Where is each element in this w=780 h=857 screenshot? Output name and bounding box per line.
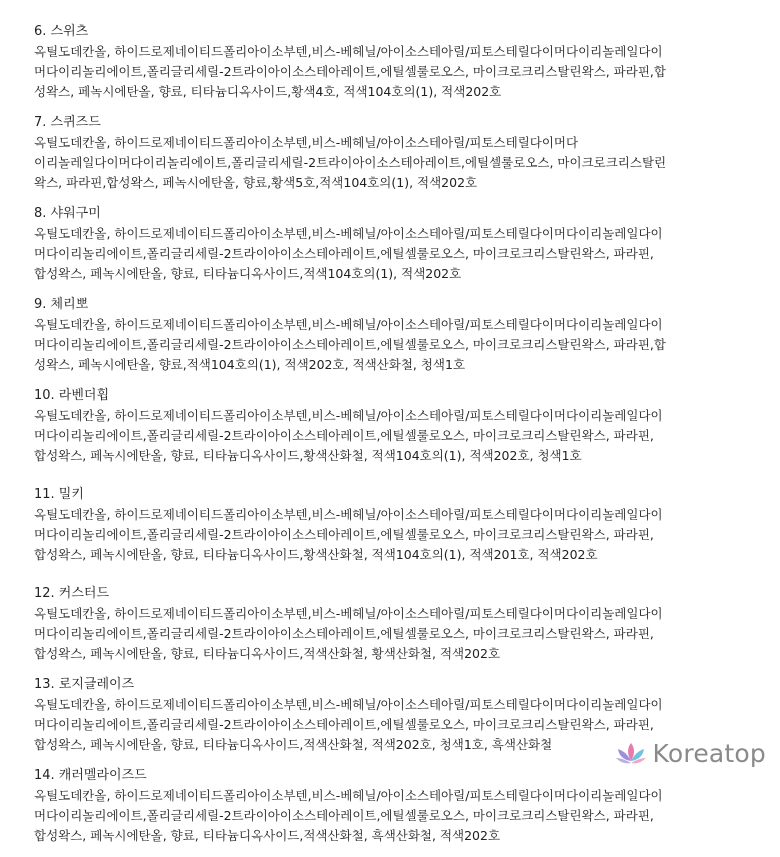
ingredient-entry	[34, 295, 764, 375]
ingredient-line: 옥틸도데칸올, 하이드로제네이티드폴리아이소부텐,비스-베헤닐/아이소스테아릴/피토스테릴다이머다이리놀레일다이	[34, 697, 663, 712]
ingredient-line: 합성왁스, 페녹시에탄올, 향료, 티타늄디옥사이드,적색산화철, 적색202호, 청색1호, 흑색산화철	[34, 737, 553, 752]
ingredient-line: 머다이리놀리에이트,폴리글리세릴-2트라이아이소스테아레이트,에틸셀룰로오스, 마이크로크리스탈린왁스, 파라핀,합	[34, 64, 666, 79]
watermark-text: Koreatop	[652, 739, 766, 768]
ingredient-line: 옥틸도데칸올, 하이드로제네이티드폴리아이소부텐,비스-베헤닐/아이소스테아릴/피토스테릴다이머다이리놀레일다이	[34, 317, 663, 332]
ingredient-line: 합성왁스, 페녹시에탄올, 향료, 티타늄디옥사이드,적색산화철, 흑색산화철, 적색202호	[34, 828, 501, 843]
entry-ingredients	[34, 315, 764, 375]
ingredient-line: 머다이리놀리에이트,폴리글리세릴-2트라이아이소스테아레이트,에틸셀룰로오스, 마이크로크리스탈린왁스, 파라핀,	[34, 626, 654, 641]
ingredient-line: 합성왁스, 페녹시에탄올, 향료, 티타늄디옥사이드,황색산화철, 적색104호의(1), 적색201호, 적색202호	[34, 547, 598, 562]
ingredient-entry	[34, 22, 764, 102]
ingredient-line: 이리놀레일다이머다이리놀리에이트,폴리글리세릴-2트라이아이소스테아레이트,에틸셀룰로오스, 마이크로크리스탈린	[34, 155, 667, 170]
entry-ingredients	[34, 406, 764, 466]
ingredient-line: 옥틸도데칸올, 하이드로제네이티드폴리아이소부텐,비스-베헤닐/아이소스테아릴/피토스테릴다이머다이리놀레일다이	[34, 226, 663, 241]
ingredient-line: 합성왁스, 페녹시에탄올, 향료, 티타늄디옥사이드,적색산화철, 황색산화철, 적색202호	[34, 646, 501, 661]
ingredient-line: 옥틸도데칸올, 하이드로제네이티드폴리아이소부텐,비스-베헤닐/아이소스테아릴/피토스테릴다이머다이리놀레일다이	[34, 44, 663, 59]
ingredient-line: 왁스, 파라핀,합성왁스, 페녹시에탄올, 향료,황색5호,적색104호의(1), 적색202호	[34, 175, 478, 190]
ingredient-entry	[34, 766, 764, 846]
entry-title: 10. 라벤더휩	[34, 388, 110, 403]
ingredient-entry	[34, 204, 764, 284]
ingredient-entry	[34, 113, 764, 193]
ingredient-line: 옥틸도데칸올, 하이드로제네이티드폴리아이소부텐,비스-베헤닐/아이소스테아릴/피토스테릴다이머다이리놀레일다이	[34, 408, 663, 423]
entry-title: 11. 밀키	[34, 487, 84, 502]
ingredient-line: 옥틸도데칸올, 하이드로제네이티드폴리아이소부텐,비스-베헤닐/아이소스테아릴/피토스테릴다이머다	[34, 135, 579, 150]
ingredient-line: 성왁스, 페녹시에탄올, 향료, 티타늄디옥사이드,황색4호, 적색104호의(1), 적색202호	[34, 84, 502, 99]
ingredient-line: 머다이리놀리에이트,폴리글리세릴-2트라이아이소스테아레이트,에틸셀룰로오스, 마이크로크리스탈린왁스, 파라핀,	[34, 527, 654, 542]
entry-title: 14. 캐러멜라이즈드	[34, 768, 147, 783]
ingredient-entry	[34, 584, 764, 664]
ingredient-line: 옥틸도데칸올, 하이드로제네이티드폴리아이소부텐,비스-베헤닐/아이소스테아릴/피토스테릴다이머다이리놀레일다이	[34, 788, 663, 803]
entry-ingredients	[34, 604, 764, 664]
entry-ingredients	[34, 224, 764, 284]
ingredient-line: 합성왁스, 페녹시에탄올, 향료, 티타늄디옥사이드,황색산화철, 적색104호의(1), 적색202호, 청색1호	[34, 448, 582, 463]
entry-ingredients	[34, 133, 764, 193]
ingredient-line: 합성왁스, 페녹시에탄올, 향료, 티타늄디옥사이드,적색104호의(1), 적색202호	[34, 266, 462, 281]
entry-ingredients	[34, 42, 764, 102]
entry-title: 8. 샤워구미	[34, 206, 101, 221]
ingredient-line: 머다이리놀리에이트,폴리글리세릴-2트라이아이소스테아레이트,에틸셀룰로오스, 마이크로크리스탈린왁스, 파라핀,	[34, 717, 654, 732]
koreatop-watermark	[615, 739, 766, 768]
ingredient-line: 성왁스, 페녹시에탄올, 향료,적색104호의(1), 적색202호, 적색산화철, 청색1호	[34, 357, 466, 372]
entry-title: 12. 커스터드	[34, 586, 110, 601]
entry-title: 13. 로지글레이즈	[34, 677, 135, 692]
ingredient-line: 머다이리놀리에이트,폴리글리세릴-2트라이아이소스테아레이트,에틸셀룰로오스, 마이크로크리스탈린왁스, 파라핀,	[34, 808, 654, 823]
ingredient-line: 옥틸도데칸올, 하이드로제네이티드폴리아이소부텐,비스-베헤닐/아이소스테아릴/피토스테릴다이머다이리놀레일다이	[34, 507, 663, 522]
lotus-icon	[615, 741, 647, 767]
ingredient-line: 옥틸도데칸올, 하이드로제네이티드폴리아이소부텐,비스-베헤닐/아이소스테아릴/피토스테릴다이머다이리놀레일다이	[34, 606, 663, 621]
ingredient-line: 머다이리놀리에이트,폴리글리세릴-2트라이아이소스테아레이트,에틸셀룰로오스, 마이크로크리스탈린왁스, 파라핀,	[34, 428, 654, 443]
entry-title: 7. 스퀴즈드	[34, 115, 101, 130]
ingredient-line: 머다이리놀리에이트,폴리글리세릴-2트라이아이소스테아레이트,에틸셀룰로오스, 마이크로크리스탈린왁스, 파라핀,	[34, 246, 654, 261]
ingredient-entry	[34, 386, 764, 466]
ingredient-line: 머다이리놀리에이트,폴리글리세릴-2트라이아이소스테아레이트,에틸셀룰로오스, 마이크로크리스탈린왁스, 파라핀,합	[34, 337, 666, 352]
entry-title: 6. 스위츠	[34, 24, 89, 39]
ingredient-entry	[34, 485, 764, 565]
entry-ingredients	[34, 786, 764, 846]
ingredient-list	[34, 22, 764, 857]
entry-title: 9. 체리뽀	[34, 297, 89, 312]
entry-ingredients	[34, 505, 764, 565]
